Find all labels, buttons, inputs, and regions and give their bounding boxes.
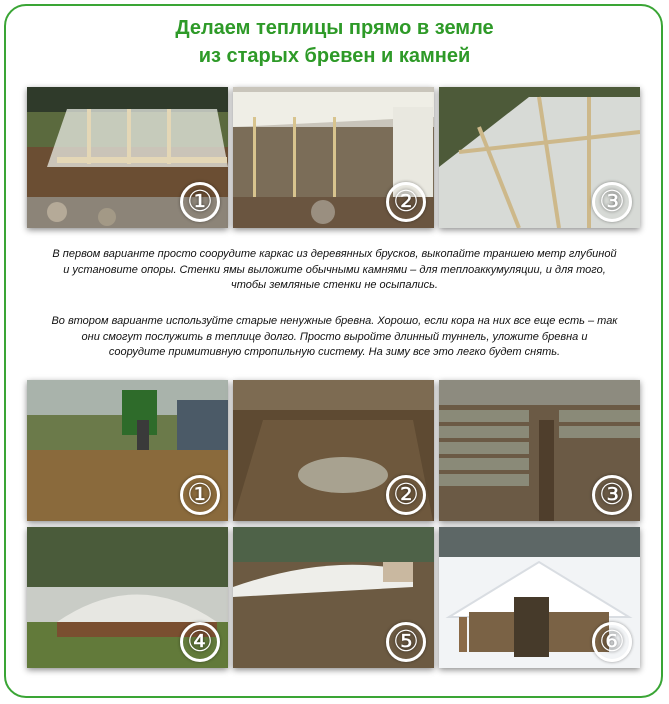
photo-number-badge: ④ <box>180 622 220 662</box>
paragraph-first-option: В первом варианте просто соорудите каркас из деревянных брусков, выкопайте траншею метр глубиной и установите опоры. Стенки ямы выложите обычными камнями – для теплоаккумуляции, и для того, чтобы земляные стенки не осыпались. <box>52 248 617 291</box>
photo-covered-greenhouse <box>439 87 640 228</box>
photo-finished-dugout <box>233 527 434 668</box>
photo-frame-greenhouse <box>27 87 228 228</box>
photo-number-badge: ⑤ <box>386 622 426 662</box>
photo-tunnel-greenhouse <box>233 87 434 228</box>
photo-number-badge: ① <box>180 182 220 222</box>
photo-number-badge: ③ <box>592 475 632 515</box>
title-line-2: из старых бревен и камней <box>198 45 471 67</box>
page-title <box>0 14 669 70</box>
photo-number-badge: ③ <box>592 182 632 222</box>
photo-excavator <box>27 380 228 521</box>
photo-number-badge: ⑥ <box>592 622 632 662</box>
photo-number-badge: ① <box>180 475 220 515</box>
photo-number-badge: ② <box>386 182 426 222</box>
photo-dug-pit <box>233 380 434 521</box>
photo-number-badge: ② <box>386 475 426 515</box>
photo-winter-greenhouse <box>439 527 640 668</box>
title-line-1: Делаем теплицы прямо в земле <box>175 17 494 39</box>
paragraph-second-option: Во втором варианте используйте старые ненужные бревна. Хорошо, если кора на них все еще есть – так они смогут послужить в теплице долго. Просто выройте длинный туннель, уложите бревна и соорудите примитивную стропильную систему. На зиму все это легко будет снять. <box>51 315 618 358</box>
photo-covered-mound <box>27 527 228 668</box>
photo-log-walls <box>439 380 640 521</box>
